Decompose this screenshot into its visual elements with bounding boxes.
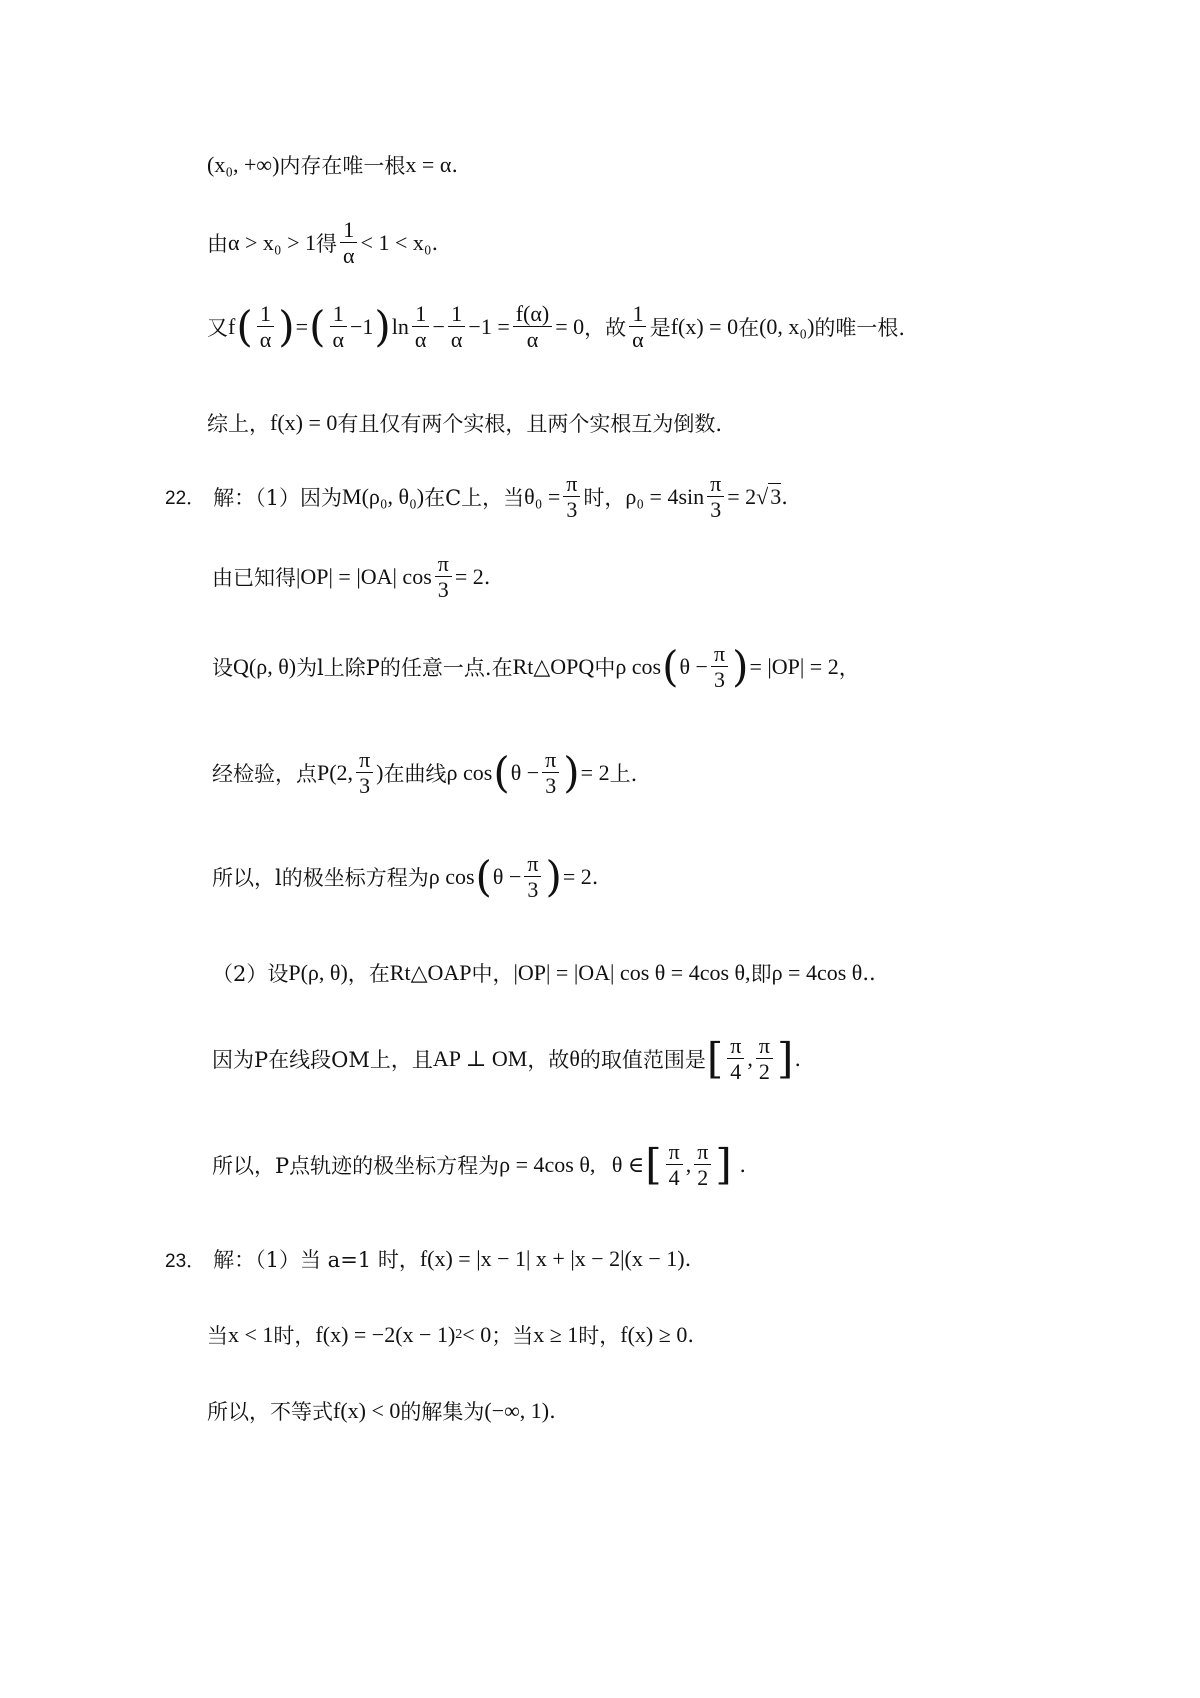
- math: −1: [349, 313, 374, 339]
- problem-22-line-3: 设 Q(ρ, θ) 为l上除P的任意一点.在 Rt△OPQ 中 ρ cos ( θ − $\frac{\pi}{3}$ ) = |OP| = 2 ，: [212, 641, 860, 693]
- math: f: [228, 313, 236, 339]
- math: ρ cos: [428, 863, 475, 889]
- text: 经检验，点: [212, 761, 317, 786]
- math: = 2: [562, 863, 592, 889]
- text: .: [483, 564, 491, 589]
- fraction: $\frac{\pi}{3}$: [356, 748, 373, 797]
- text: 内存在唯一根: [279, 154, 406, 178]
- problem-22-line-5: 所以，l的极坐标方程为 ρ cos ( θ − $\frac{\pi}{3}$ ) = 2 .: [212, 851, 599, 903]
- problem-23-line-3: [207, 1396, 556, 1426]
- math: = |OP| = 2: [749, 653, 839, 679]
- problem-22-part2-line-1: [212, 958, 876, 988]
- math: x = α: [405, 152, 452, 177]
- math: (−∞, 1): [484, 1398, 550, 1423]
- fraction: $\frac{1}{\alpha}$: [257, 302, 275, 351]
- text: 在: [738, 315, 760, 340]
- text: 时，: [273, 1324, 316, 1348]
- math: = 0: [555, 313, 585, 339]
- solution-line-1: [207, 150, 458, 180]
- math: θ₀ =: [524, 483, 561, 509]
- text: ，: [838, 655, 860, 680]
- superscript: 2: [455, 1327, 463, 1342]
- math: x ≥ 1: [533, 1322, 579, 1347]
- math: f(x) = −2(x − 1): [315, 1322, 456, 1347]
- text: （2）设: [212, 962, 289, 986]
- text: ，故: [527, 1047, 570, 1072]
- math: θ −: [679, 653, 708, 679]
- text: 设: [212, 655, 233, 680]
- fraction: $\frac{1}{\alpha}$: [629, 302, 647, 351]
- fraction: $\frac{\pi}{4}$: [666, 1140, 683, 1189]
- problem-22-part2-line-2: 因为P在线段OM上，且 AP ⊥ OM ，故 θ 的取值范围是 [ $\frac{\pi}{4}$ , $\frac{\pi}{2}$ ] .: [212, 1033, 802, 1085]
- text: .: [794, 1046, 802, 1071]
- math: ln: [391, 313, 409, 339]
- text: ..: [862, 961, 876, 985]
- math: Q(ρ, θ): [233, 653, 297, 679]
- problem-23-line-2: [207, 1320, 694, 1350]
- fraction: $\frac{\pi}{2}$: [694, 1140, 711, 1189]
- math: Rt△OAP: [389, 960, 472, 985]
- text: .: [451, 153, 459, 177]
- text: 上.: [609, 761, 638, 786]
- problem-23-line-1: [165, 1244, 691, 1274]
- solution-line-3: 又 f ( $\frac{1}{\alpha}$ ) = ( $\frac{1}{\alpha}$ −1 ) ln $\frac{1}{\alpha}$ − $\frac{1}{\alpha}$ −1 = $\frac{f(\alpha)}{\alpha}$ = 0 ，故 $\frac{1}{\alpha}$ 是 f(x) = 0 在 (0, x₀) 的唯一根.: [207, 301, 906, 353]
- fraction: $\frac{\pi}{3}$: [542, 748, 559, 797]
- text: ，在: [347, 962, 390, 986]
- text: 中，: [471, 962, 514, 986]
- fraction: $\frac{\pi}{2}$: [756, 1034, 773, 1083]
- problem-number: 23．: [165, 1250, 206, 1272]
- math: f(x) < 0: [333, 1398, 401, 1423]
- fraction: $\frac{f(\alpha)}{\alpha}$: [513, 302, 553, 351]
- math: x < 1: [228, 1322, 274, 1347]
- text: .: [732, 1152, 747, 1177]
- paren: (: [236, 301, 253, 351]
- math: α > x₀ > 1: [228, 229, 317, 255]
- math: θ −: [510, 759, 540, 785]
- math: AP ⊥ OM: [432, 1045, 528, 1071]
- paren: ): [278, 301, 295, 351]
- math: P(ρ, θ): [288, 960, 348, 985]
- text: 因为P在线段OM上，且: [212, 1047, 433, 1072]
- fraction: $\frac{\pi}{3}$: [711, 642, 728, 691]
- math: = 2: [727, 483, 757, 509]
- math: θ −: [492, 863, 522, 889]
- math: |OP| = |OA| cos: [296, 563, 432, 589]
- fraction: $\frac{1}{\alpha}$: [412, 302, 430, 351]
- text: 有且仅有两个实根，且两个实根互为倒数.: [337, 412, 723, 436]
- math: |OP| = |OA| cos θ = 4cos θ,: [513, 960, 751, 985]
- text: ，故: [584, 315, 627, 340]
- solution-line-4: [207, 408, 722, 438]
- problem-22-line-2: [212, 552, 490, 601]
- math: ρ cos: [615, 653, 662, 679]
- math: P(2,: [317, 759, 354, 785]
- math: < 1 < x₀: [360, 229, 432, 255]
- math: −1 =: [468, 313, 510, 339]
- text: 所以，P点轨迹的极坐标方程为: [212, 1153, 500, 1178]
- fraction: $\frac{\pi}{3}$: [563, 472, 580, 521]
- problem-22-part2-line-3: 所以，P点轨迹的极坐标方程为 ρ = 4cos θ, θ ∈ [ $\frac{\pi}{4}$ , $\frac{\pi}{2}$ ] .: [212, 1139, 747, 1191]
- text: 在C上，当: [424, 485, 525, 510]
- math: (x₀, +∞): [207, 152, 280, 177]
- math: f(x) = 0: [270, 410, 338, 435]
- text: 又: [207, 315, 228, 340]
- sqrt-radicand: 3: [770, 484, 782, 510]
- text: 综上，: [207, 412, 270, 436]
- text: 时，: [578, 1324, 621, 1348]
- text: 由: [207, 231, 228, 256]
- text: .: [591, 864, 599, 889]
- math: (0, x₀): [759, 313, 815, 339]
- paren: (: [309, 301, 326, 351]
- paren: ): [374, 301, 391, 351]
- text: 得: [316, 231, 338, 256]
- math: ρ = 4cos θ, θ ∈: [499, 1151, 645, 1177]
- math: ρ₀ = 4sin: [625, 483, 705, 509]
- fraction: $\frac{\pi}{3}$: [707, 472, 724, 521]
- text: 当: [207, 1324, 228, 1348]
- text: 在曲线: [383, 761, 447, 786]
- text: .: [781, 484, 788, 509]
- fraction: $\frac{1}{\alpha}$: [329, 302, 347, 351]
- math: ): [376, 759, 384, 785]
- text: .: [431, 230, 439, 255]
- math: f(x) = 0: [670, 313, 739, 339]
- fraction: $\frac{\pi}{4}$: [727, 1034, 744, 1083]
- math: Rt△OPQ: [512, 653, 595, 679]
- math: = 2: [454, 563, 484, 589]
- text: 所以，不等式: [207, 1400, 333, 1424]
- math: ρ = 4cos θ: [771, 960, 863, 985]
- text: 中: [594, 655, 616, 680]
- text: 解：（1）当 a=1 时，: [213, 1248, 420, 1272]
- math: θ: [569, 1045, 580, 1071]
- text: .: [687, 1323, 695, 1347]
- fraction: $\frac{\pi}{3}$: [524, 852, 541, 901]
- solution-line-2: [207, 218, 438, 267]
- fraction: $\frac{1}{\alpha}$: [340, 218, 358, 267]
- text: .: [549, 1399, 556, 1423]
- text: 所以，l的极坐标方程为: [212, 865, 429, 890]
- text: 由已知得: [212, 565, 296, 590]
- math: < 0: [462, 1322, 492, 1347]
- math: M(ρ₀, θ₀): [342, 483, 425, 509]
- text: 为l上除P的任意一点.在: [296, 655, 513, 680]
- math: f(x) = |x − 1| x + |x − 2|(x − 1): [419, 1246, 685, 1271]
- text: 是: [649, 315, 671, 340]
- text: 的取值范围是: [579, 1047, 706, 1072]
- fraction: $\frac{1}{\alpha}$: [448, 302, 466, 351]
- text: 时，: [583, 485, 626, 510]
- math: f(x) ≥ 0: [620, 1322, 688, 1347]
- fraction: $\frac{\pi}{3}$: [435, 552, 452, 601]
- math: ρ cos: [446, 759, 493, 785]
- text: 即: [750, 962, 772, 986]
- text: 的唯一根.: [814, 315, 906, 340]
- text: ；当: [491, 1324, 534, 1348]
- problem-22-line-4: 经检验，点 P(2, $\frac{\pi}{3}$ ) 在曲线 ρ cos ( θ − $\frac{\pi}{3}$ ) = 2 上.: [212, 747, 638, 799]
- text: .: [684, 1247, 692, 1271]
- text: 的解集为: [400, 1400, 485, 1424]
- math: = 2: [580, 759, 610, 785]
- problem-number: 22．: [165, 488, 206, 510]
- text: 解：（1）因为: [213, 485, 343, 510]
- problem-22-line-1: 22． 解：（1）因为 M(ρ₀, θ₀) 在C上，当 θ₀ = $\frac{\pi}{3}$ 时， ρ₀ = 4sin $\frac{\pi}{3}$ = 2 √ 3 .: [165, 471, 788, 523]
